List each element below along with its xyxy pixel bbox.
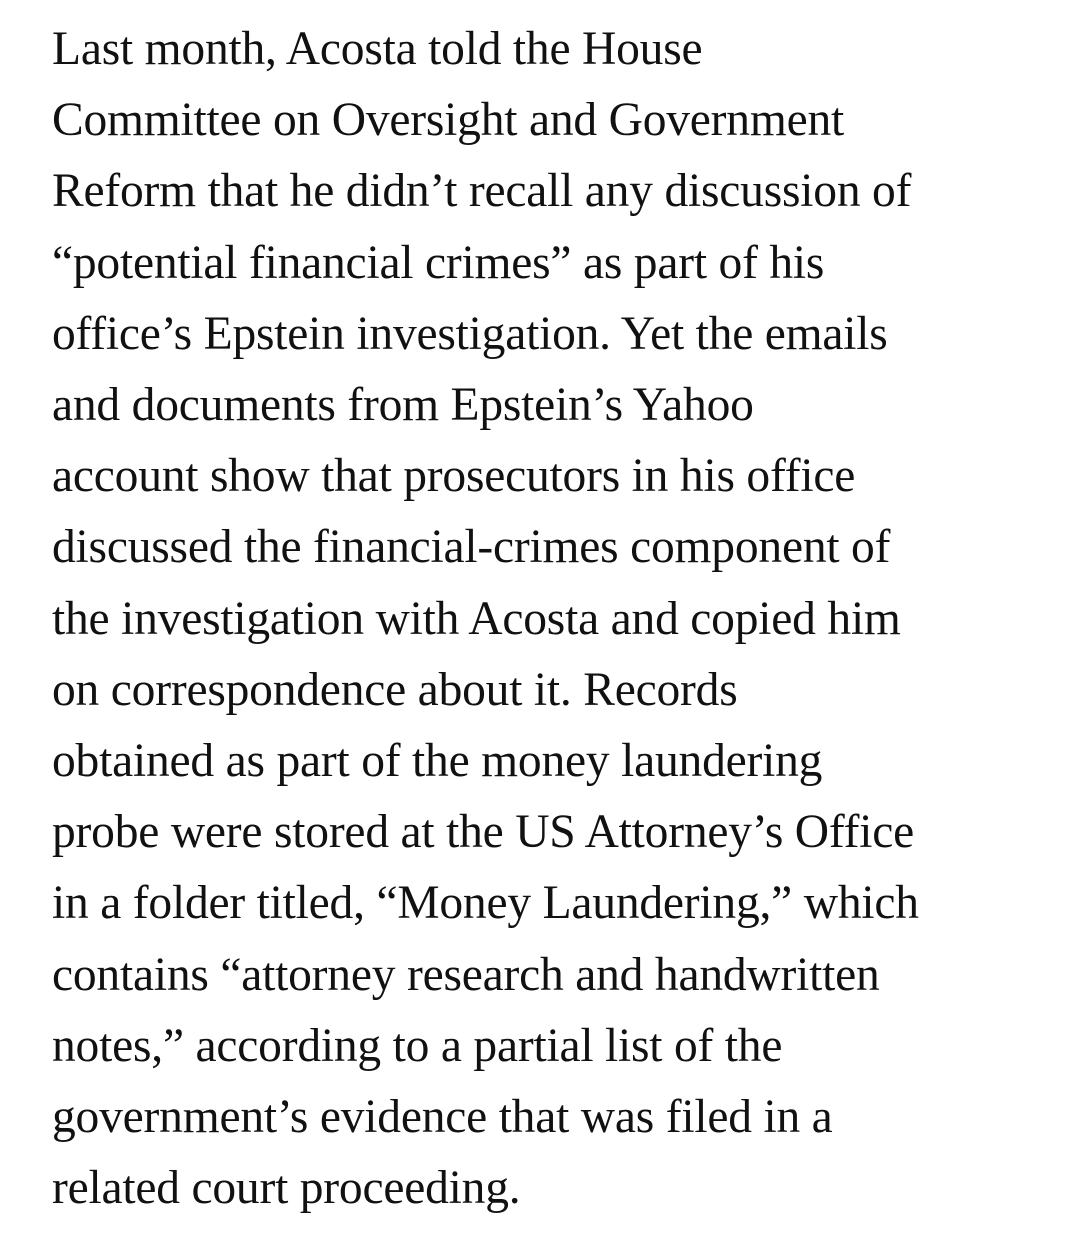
paragraph-line: the investigation with Acosta and copied him	[52, 592, 901, 645]
paragraph-line: and documents from Epstein’s Yahoo	[52, 379, 754, 432]
paragraph-line: account show that prosecutors in his office	[52, 450, 856, 503]
paragraph-line: Reform that he didn’t recall any discussion of	[52, 165, 912, 218]
paragraph-line: contains “attorney research and handwritten	[52, 948, 880, 1001]
paragraph-line: notes,” according to a partial list of the	[52, 1019, 783, 1072]
paragraph-line: government’s evidence that was filed in a	[52, 1091, 833, 1144]
paragraph-line: obtained as part of the money laundering	[52, 735, 823, 788]
article-paragraph	[52, 14, 1062, 1224]
paragraph-line: probe were stored at the US Attorney’s Office	[52, 806, 915, 859]
paragraph-line: on correspondence about it. Records	[52, 663, 738, 716]
paragraph-line: discussed the financial-crimes component of	[52, 521, 891, 574]
paragraph-line: related court proceeding.	[52, 1162, 521, 1215]
paragraph-line: in a folder titled, “Money Laundering,” which	[52, 877, 919, 930]
paragraph-line: office’s Epstein investigation. Yet the emails	[52, 307, 888, 360]
paragraph-line: “potential financial crimes” as part of his	[52, 236, 825, 289]
paragraph-line: Last month, Acosta told the House	[52, 23, 703, 75]
paragraph-line: Committee on Oversight and Government	[52, 94, 845, 147]
